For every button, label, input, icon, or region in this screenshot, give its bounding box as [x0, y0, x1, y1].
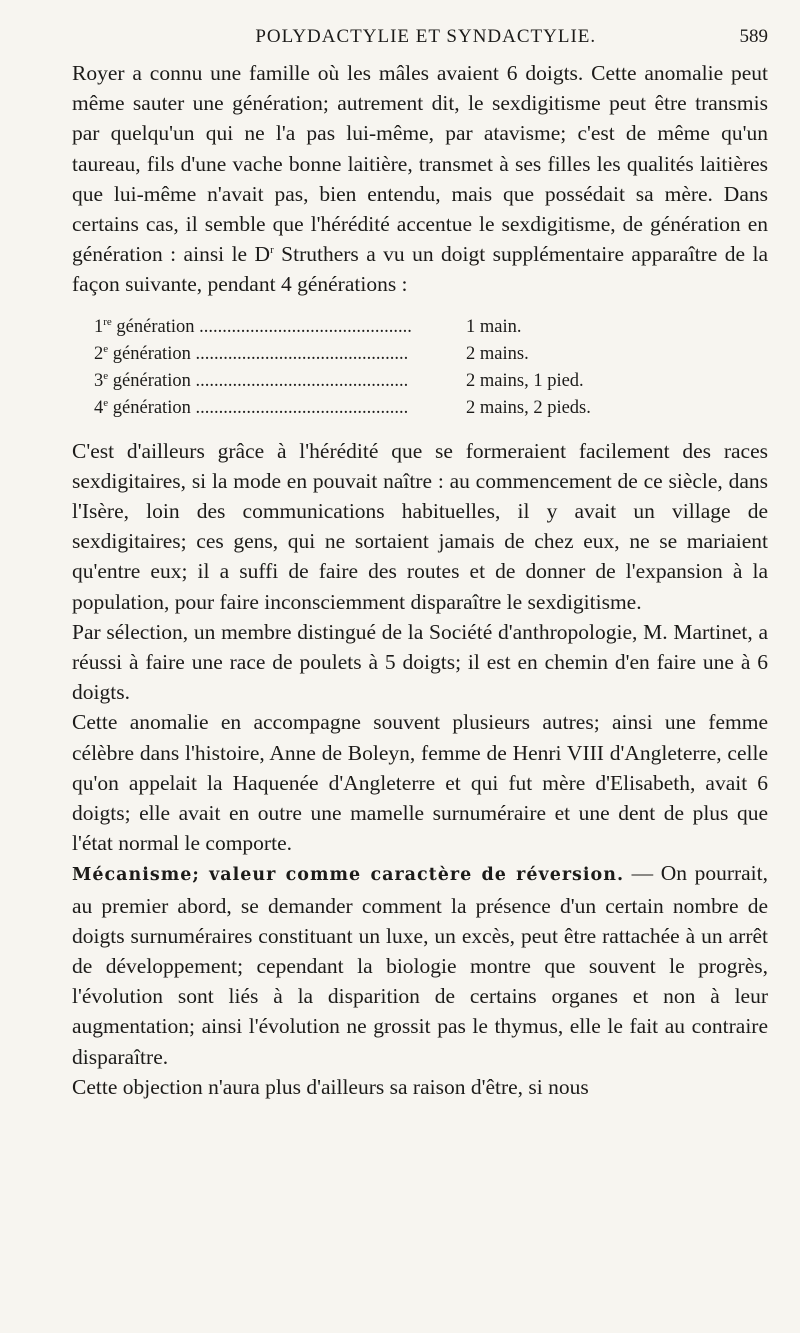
paragraph-1-end-text: Struthers a vu un doigt supplémentaire apparaître de la façon suivante, pendant 4 générations : — [72, 242, 769, 297]
generation-number: 3 — [94, 370, 104, 391]
generation-label: génération — [108, 343, 191, 364]
generation-row — [72, 368, 768, 395]
generation-value: 2 mains. — [466, 343, 529, 364]
paragraph-selection: Par sélection, un membre distingué de la Société d'anthropologie, M. Martinet, a réussi à faire une race de poulets à 5 doigts; il est en chemin d'en faire une à 6 doigts. — [72, 619, 768, 705]
generation-number: 1 — [94, 316, 104, 337]
generation-ordinal: e — [103, 369, 109, 382]
paragraph-5-text: — On pourrait, au premier abord, se demander comment la présence d'un certain nombre de doigts surnuméraires constituant un luxe, un excès, peut être rattachée à un arrêt de développement; cependant la biologie montre que souvent le progrès, l'évolution sont liés à la disparition de certains organes et non à leur augmentation; ainsi l'évolution ne grossit pas le thymus, elle le fait au contraire disparaître. — [72, 861, 769, 1069]
leader-dots — [191, 344, 408, 364]
generation-value: 2 mains, 2 pieds. — [466, 397, 591, 418]
generation-ordinal: e — [103, 396, 109, 409]
generation-row — [72, 314, 768, 341]
generation-ordinal: e — [103, 342, 109, 355]
doctor-superscript: r — [270, 244, 274, 257]
paragraph-royer — [72, 58, 768, 300]
generations-list — [72, 314, 768, 422]
paragraph-mecanisme — [72, 858, 768, 1071]
section-heading: Mécanisme; valeur comme caractère de réversion. — [72, 865, 625, 886]
generation-label: génération — [111, 316, 195, 337]
generation-label: génération — [108, 397, 191, 418]
generation-row — [72, 341, 768, 368]
generation-ordinal: re — [103, 315, 112, 328]
leader-dots — [191, 371, 408, 391]
paragraph-anne-boleyn: Cette anomalie en accompagne souvent plusieurs autres; ainsi une femme célèbre dans l'histoire, Anne de Boleyn, femme de Henri VIII d'Angleterre, celle qu'on appelait la Haquenée d'Angleterre et qui fut mère d'Elisabeth, avait 6 doigts; elle avait en outre une mamelle surnuméraire et une dent de plus que l'état normal le comporte. — [72, 710, 768, 856]
generation-number: 4 — [94, 397, 104, 418]
generation-value: 1 main. — [466, 316, 522, 337]
paragraph-1-text: Royer a connu une famille où les mâles avaient 6 doigts. Cette anomalie peut même sauter une génération; autrement dit, le sexdigitisme peut être transmis par quelqu'un qui ne l'a pas lui-même, par atavisme; c'est de même qu'un taureau, fils d'une vache bonne laitière, transmet à ses filles les qualités laitières que lui-même n'avait pas, bien entendu, mais que possédait sa mère. Dans certains cas, il semble que l'hérédité accentue le sexdigitisme, de génération en génération : ainsi le D — [72, 61, 768, 267]
running-header — [72, 26, 768, 48]
generation-value: 2 mains, 1 pied. — [466, 370, 584, 391]
paragraph-objection: Cette objection n'aura plus d'ailleurs sa raison d'être, si nous — [72, 1074, 589, 1099]
leader-dots — [195, 317, 412, 337]
generation-number: 2 — [94, 343, 104, 364]
leader-dots — [191, 398, 408, 418]
generation-row — [72, 395, 768, 422]
running-title: POLYDACTYLIE ET SYNDACTYLIE. — [255, 26, 597, 47]
page-number: 589 — [739, 26, 768, 47]
generation-label: génération — [108, 370, 191, 391]
page — [72, 26, 768, 1102]
paragraph-heredite: C'est d'ailleurs grâce à l'hérédité que se formeraient facilement des races sexdigitaires, si la mode en pouvait naître : au commencement de ce siècle, dans l'Isère, loin des communications habituelles, il y avait un village de sexdigitaires; ces gens, qui ne sortaient jamais de chez eux, ne se mariaient qu'entre eux; il a suffi de faire des routes et de donner de l'expansion à la population, pour faire inconsciemment disparaître le sexdigitisme. — [72, 438, 768, 614]
